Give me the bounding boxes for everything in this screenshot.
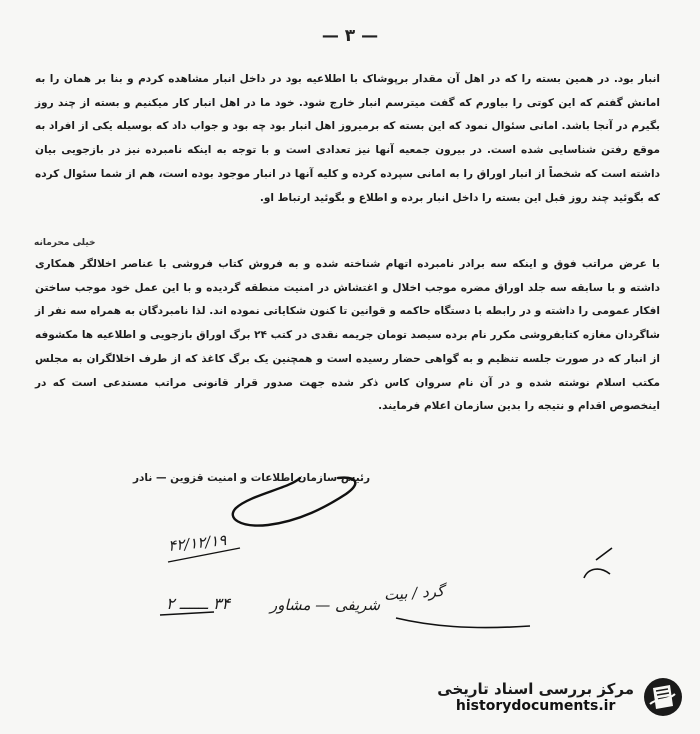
referral-stroke xyxy=(396,618,530,628)
margin-note: خیلی محرمانه xyxy=(34,238,96,248)
referral-mark xyxy=(584,548,612,578)
archive-logo-icon xyxy=(642,676,684,718)
report-paragraph-1: انبار بود. در همین بسته را که در اهل آن مقدار برپوشاک با اطلاعیه بود در داخل انبار مشاهده کردم و بنا بر همان را به امانش گفتم که این کوتی را بیاورم که گفت میترسم انبار خارج شود. خود ما در اهل انبار کار میکنیم و بسته از چند روز بگیرم در آنجا باشد. امانی سئوال نمود که این بسته که برمیروز اهل انبار بود چه بود و جواب داد که بوسیله یکی از افراد به موقع رفتن شناسایی شده است. در بیرون جمعیه آنها نیز تعدادی است و با توجه به اینکه نامبرده نیز در بازجویی بیان داشته است که شخصاً از انبار اوراق را به امانی سپرده کرده و کلیه آنها در انبار موجود بوده است، هم از شما سئوال کرده که بگوئید چند روز قبل این بسته را داخل انبار برده و اطلاع و بگوئید ارتباط او. xyxy=(35,73,660,204)
page-number: — ۳ — xyxy=(321,26,379,46)
signoff-line: رئیس سازمان اطلاعات و امنیت قزوین — نادر xyxy=(132,472,370,484)
handwritten-date: ۴۲/۱۲/۱۹ xyxy=(167,530,228,556)
handwritten-referral: گرد / بیت xyxy=(383,581,445,605)
watermark-text xyxy=(437,680,634,714)
report-paragraph-2: با عرض مراتب فوق و اینکه سه برادر نامبرده اتهام شناخته شده و به فروش کتاب فروشی با عناصر اخلالگر همکاری داشته و با سابقه سه جلد اوراق مضره موجب اخلال و اغتشاش در امنیت منطقه گردیده و با این عمل خود موجب ساختن افکار عمومی را داشته و در رابطه با دستگاه حاکمه و قوانین تا کنون شکایاتی نموده اند. لذا نامبردگان به همراه سه نفر از شاگردان مغازه کتابفروشی مکرر نام برده سیصد تومان جریمه نقدی در کتب ۲۴ برگ اوراق بازجویی و اطلاعیه ها مکشوفه از انبار که در صورت جلسه تنظیم و به گواهی حضار رسیده است و همچنین یک برگ کاغذ که از طرف اخلالگران به مجلس مکتب اسلام نوشته شده و در آن نام سروان کاس ذکر شده جهت صدور قرار قانونی مراتب مستدعی است که در اینخصوص اقدام و نتیجه را بدین سازمان اعلام فرمایند. xyxy=(35,258,660,413)
handwritten-number: ۳۴ ــــــ ۲ xyxy=(166,594,231,613)
watermark-title: مرکز بررسی اسناد تاریخی xyxy=(437,680,634,698)
watermark-url: historydocuments.ir xyxy=(455,698,616,714)
watermark xyxy=(437,676,684,718)
handwritten-name: شریفی — مشاور xyxy=(270,596,381,614)
signature-flourish xyxy=(233,478,356,526)
